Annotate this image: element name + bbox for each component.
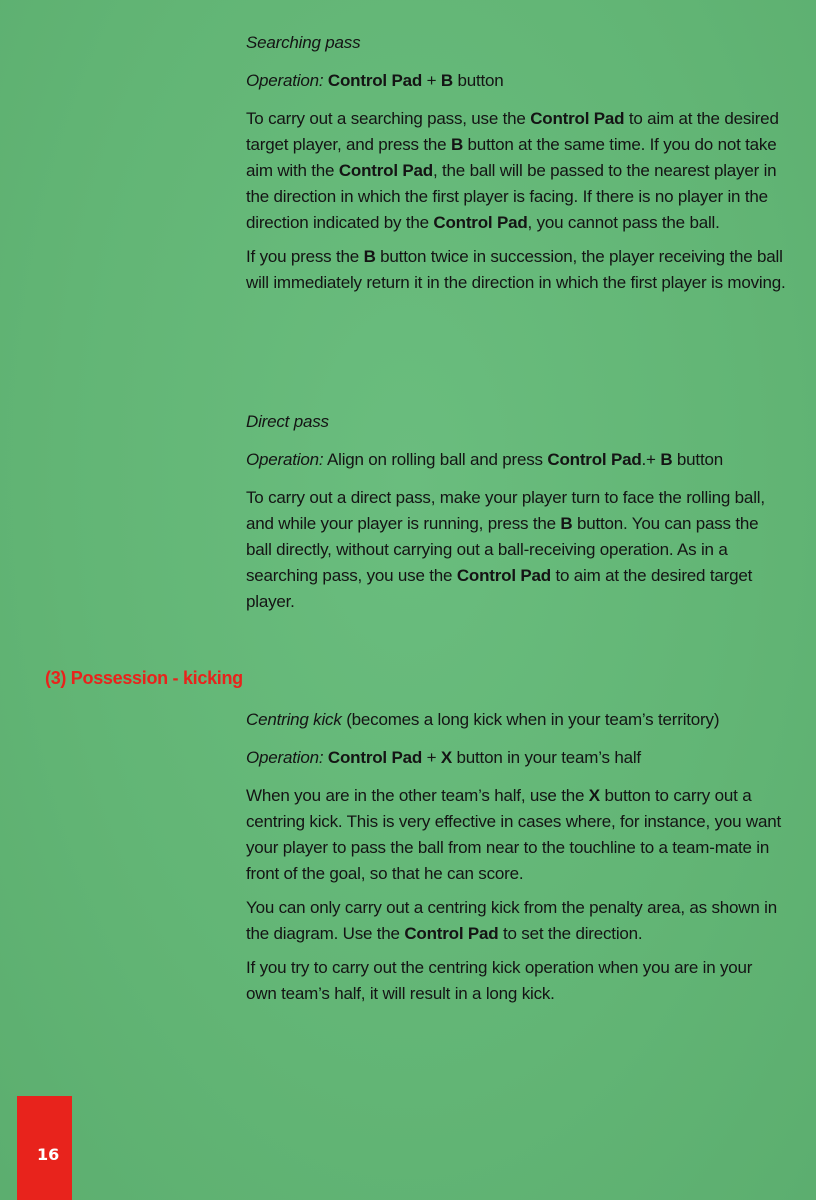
text-run: to set the direction. xyxy=(498,924,643,943)
text-run-bold: Control Pad xyxy=(338,161,433,180)
operation-button: X xyxy=(440,748,452,767)
centring-kick-paragraph-1 xyxy=(246,783,786,887)
operation-plus: + xyxy=(422,71,441,90)
direct-pass-heading: Direct pass xyxy=(246,412,329,431)
text-run: to aim at the desired target player. xyxy=(246,566,753,611)
text-run: To carry out a direct pass, make your player turn to face the rolling ball, and while your player is running, press the xyxy=(246,488,765,533)
operation-plus: + xyxy=(422,748,441,767)
text-run: to aim at the desired target player, and press the xyxy=(246,109,779,154)
text-run: To carry out a searching pass, use the xyxy=(246,109,531,128)
text-run-bold: Control Pad xyxy=(456,566,551,585)
text-run: If you press the xyxy=(246,247,364,266)
operation-label: Operation: xyxy=(246,71,324,90)
centring-kick-operation xyxy=(246,745,786,771)
operation-button: B xyxy=(440,71,453,90)
text-run-bold: X xyxy=(588,786,600,805)
centring-kick-section xyxy=(246,707,786,1007)
text-run: , you cannot pass the ball. xyxy=(527,213,720,232)
searching-pass-heading: Searching pass xyxy=(246,33,361,52)
centring-kick-heading-line xyxy=(246,707,786,733)
text-run-bold: B xyxy=(560,514,573,533)
text-run-bold: Control Pad xyxy=(404,924,499,943)
searching-pass-operation xyxy=(246,68,786,94)
operation-plus: .+ xyxy=(641,450,661,469)
direct-pass-section xyxy=(246,409,786,615)
searching-pass-paragraph-2 xyxy=(246,244,786,296)
text-run: , the ball will be passed to the nearest player in the direction in which the first player is facing. If there is no player in the direction indicated by the xyxy=(246,161,777,232)
operation-pre: Align on rolling ball and press xyxy=(323,450,548,469)
text-run: When you are in the other team’s half, use the xyxy=(246,786,589,805)
text-run: button at the same time. If you do not take aim with the xyxy=(246,135,777,180)
operation-control: Control Pad xyxy=(547,450,642,469)
text-run-bold: Control Pad xyxy=(530,109,625,128)
text-run-bold: Control Pad xyxy=(433,213,528,232)
text-run: You can only carry out a centring kick from the penalty area, as shown in the diagram. Use the xyxy=(246,898,777,943)
searching-pass-section xyxy=(246,30,786,296)
operation-control: Control Pad xyxy=(327,71,423,90)
centring-kick-paragraph-2 xyxy=(246,895,786,947)
text-run-bold: B xyxy=(363,247,376,266)
section-title: (3) Possession - kicking xyxy=(45,668,243,688)
text-run: button to carry out a centring kick. This is very effective in cases where, for instance, you want your player to pass the ball from near to the touchline to a team-mate in front of the goal, so that he can score. xyxy=(246,786,782,883)
centring-kick-heading: Centring kick xyxy=(246,710,342,729)
text-run: button twice in succession, the player receiving the ball will immediately return it in the direction in which the first player is moving. xyxy=(246,247,786,292)
centring-kick-heading-note: (becomes a long kick when in your team’s territory) xyxy=(341,710,720,729)
operation-tail: button xyxy=(672,450,723,469)
operation-label: Operation: xyxy=(246,748,324,767)
direct-pass-operation xyxy=(246,447,786,473)
searching-pass-paragraph-1 xyxy=(246,106,786,236)
centring-kick-paragraph-3: If you try to carry out the centring kick operation when you are in your own team’s half, it will result in a long kick. xyxy=(246,958,753,1003)
operation-label: Operation: xyxy=(246,450,324,469)
operation-button: B xyxy=(660,450,673,469)
operation-tail: button xyxy=(452,71,504,90)
operation-tail: button in your team’s half xyxy=(451,748,641,767)
text-run: button. You can pass the ball directly, without carrying out a ball-receiving operation. As in a searching pass, you use the xyxy=(246,514,759,585)
text-run-bold: B xyxy=(450,135,464,154)
direct-pass-paragraph-1 xyxy=(246,485,786,615)
page-number-tab xyxy=(17,1096,72,1200)
page-number: 16 xyxy=(37,1145,60,1164)
operation-control: Control Pad xyxy=(327,748,423,767)
